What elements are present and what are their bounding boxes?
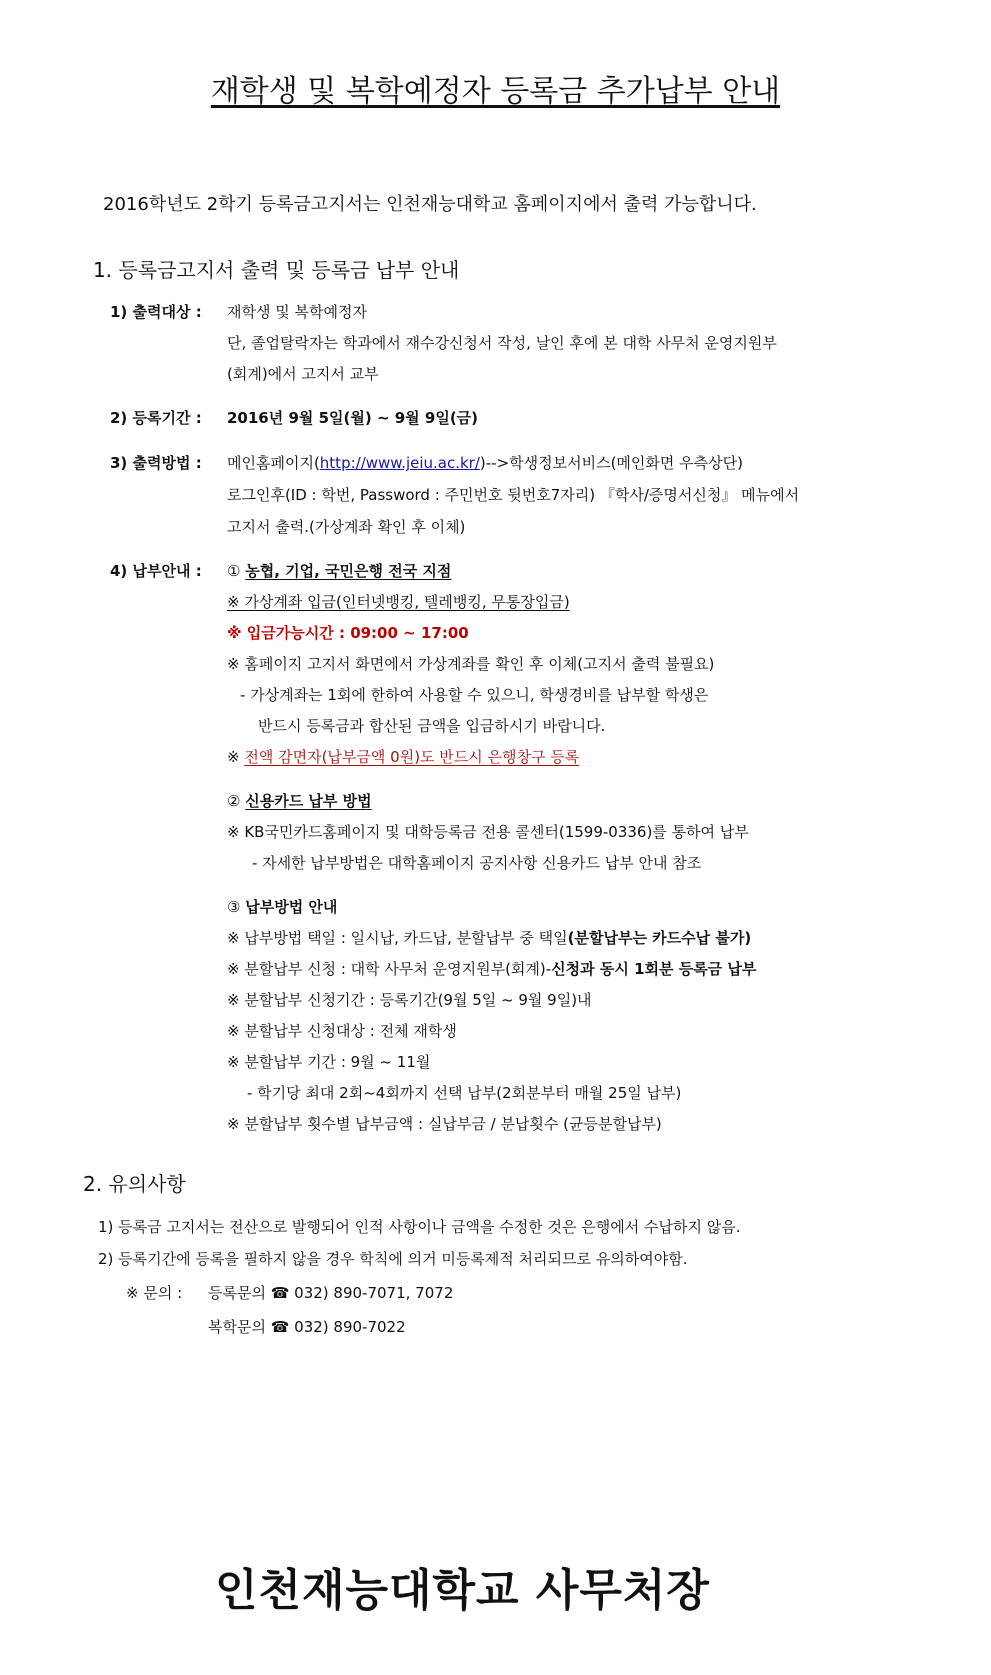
method3-note2-bold: 신청과 동시 1회분 등록금 납부	[551, 960, 757, 978]
method3-note1-bold: (분할납부는 카드수납 불가)	[567, 929, 752, 947]
intro-text: 2016학년도 2학기 등록금고지서는 인천재능대학교 홈페이지에서 출력 가능합니다.	[103, 194, 757, 215]
notice-item2: 2) 등록기간에 등록을 필하지 않을 경우 학칙에 의거 미등록제적 처리되므로 유의하여야함.	[98, 1250, 688, 1268]
item1-line2: 단, 졸업탈락자는 학과에서 재수강신청서 작성, 날인 후에 본 대학 사무처 운영지원부	[227, 334, 777, 352]
item2-label: 2) 등록기간 :	[110, 409, 202, 427]
method3-title: 납부방법 안내	[245, 898, 338, 916]
method1-heading	[227, 560, 451, 581]
method1-note5-mark: ※	[227, 748, 240, 766]
contact-registration: 등록문의 ☎ 032) 890-7071, 7072	[208, 1284, 454, 1302]
method1-note5	[227, 746, 579, 767]
method3-note1	[227, 927, 751, 948]
method2-note1: ※ KB국민카드홈페이지 및 대학등록금 전용 콜센터(1599-0336)를 통하여 납부	[227, 823, 749, 841]
method3-note7: ※ 분할납부 횟수별 납부금액 : 실납부금 / 분납횟수 (균등분할납부)	[227, 1115, 662, 1133]
method3-note2-text: ※ 분할납부 신청 : 대학 사무처 운영지원부(회계)-	[227, 960, 552, 978]
deposit-hours: ※ 입금가능시간 : 09:00 ~ 17:00	[227, 624, 469, 642]
registration-period: 2016년 9월 5일(월) ~ 9월 9일(금)	[227, 409, 479, 427]
item4-label: 4) 납부안내 :	[110, 562, 202, 580]
method1-note3: ※ 홈페이지 고지서 화면에서 가상계좌를 확인 후 이체(고지서 출력 불필요)	[227, 655, 715, 673]
method3-note1-text: ※ 납부방법 택일 : 일시납, 카드납, 분할납부 중 택일	[227, 929, 568, 947]
document-title	[0, 66, 991, 110]
method1-note1-text: ※ 가상계좌 입금(인터넷뱅킹, 텔레뱅킹, 무통장입금)	[227, 593, 570, 611]
item3-line2: 로그인후(ID : 학번, Password : 주민번호 뒷번호7자리) 『학사/증명서신청』 메뉴에서	[227, 486, 800, 504]
method2-number: ②	[227, 792, 241, 810]
item3-label: 3) 출력방법 :	[110, 454, 202, 472]
signature: 인천재능대학교 사무처장	[215, 1565, 710, 1616]
method3-heading	[227, 896, 337, 917]
method2-note2: - 자세한 납부방법은 대학홈페이지 공지사항 신용카드 납부 안내 참조	[252, 854, 702, 872]
method3-note5: ※ 분할납부 기간 : 9월 ~ 11월	[227, 1053, 431, 1071]
method1-number: ①	[227, 562, 241, 580]
item1-line3: (회계)에서 고지서 교부	[227, 365, 379, 383]
notice-item1: 1) 등록금 고지서는 전산으로 발행되어 인적 사항이나 금액을 수정한 것은 은행에서 수납하지 않음.	[98, 1218, 741, 1236]
method2-title: 신용카드 납부 방법	[245, 792, 372, 810]
item1-line1: 재학생 및 복학예정자	[227, 303, 367, 321]
method1-note5-text: 전액 감면자(납부금액 0원)도 반드시 은행창구 등록	[244, 748, 580, 766]
method3-number: ③	[227, 898, 241, 916]
method3-note4: ※ 분할납부 신청대상 : 전체 재학생	[227, 1022, 457, 1040]
contact-readmission: 복학문의 ☎ 032) 890-7022	[208, 1318, 406, 1336]
method2-heading	[227, 790, 372, 811]
item3-line3: 고지서 출력.(가상계좌 확인 후 이체)	[227, 518, 466, 536]
item3-line1	[227, 452, 743, 473]
item3-suffix: )-->학생정보서비스(메인화면 우측상단)	[479, 454, 743, 472]
method1-note1	[227, 591, 570, 612]
method1-note4a: - 가상계좌는 1회에 한하여 사용할 수 있으니, 학생경비를 납부할 학생은	[240, 686, 709, 704]
contact-label: ※ 문의 :	[126, 1284, 183, 1302]
method1-note4b: 반드시 등록금과 합산된 금액을 입금하시기 바랍니다.	[258, 717, 606, 735]
method1-title: 농협, 기업, 국민은행 전국 지점	[245, 562, 452, 580]
document-title-text: 재학생 및 복학예정자 등록금 추가납부 안내	[210, 74, 781, 109]
method3-note3: ※ 분할납부 신청기간 : 등록기간(9월 5일 ~ 9월 9일)내	[227, 991, 592, 1009]
section1-heading: 1. 등록금고지서 출력 및 등록금 납부 안내	[93, 258, 460, 282]
method3-note2	[227, 958, 756, 979]
item3-prefix: 메인홈페이지(	[227, 454, 320, 472]
method3-note6: - 학기당 최대 2회~4회까지 선택 납부(2회분부터 매월 25일 납부)	[247, 1084, 682, 1102]
item1-label: 1) 출력대상 :	[110, 303, 202, 321]
section2-heading: 2. 유의사항	[83, 1172, 186, 1196]
homepage-link[interactable]: http://www.jeiu.ac.kr/	[319, 454, 480, 472]
